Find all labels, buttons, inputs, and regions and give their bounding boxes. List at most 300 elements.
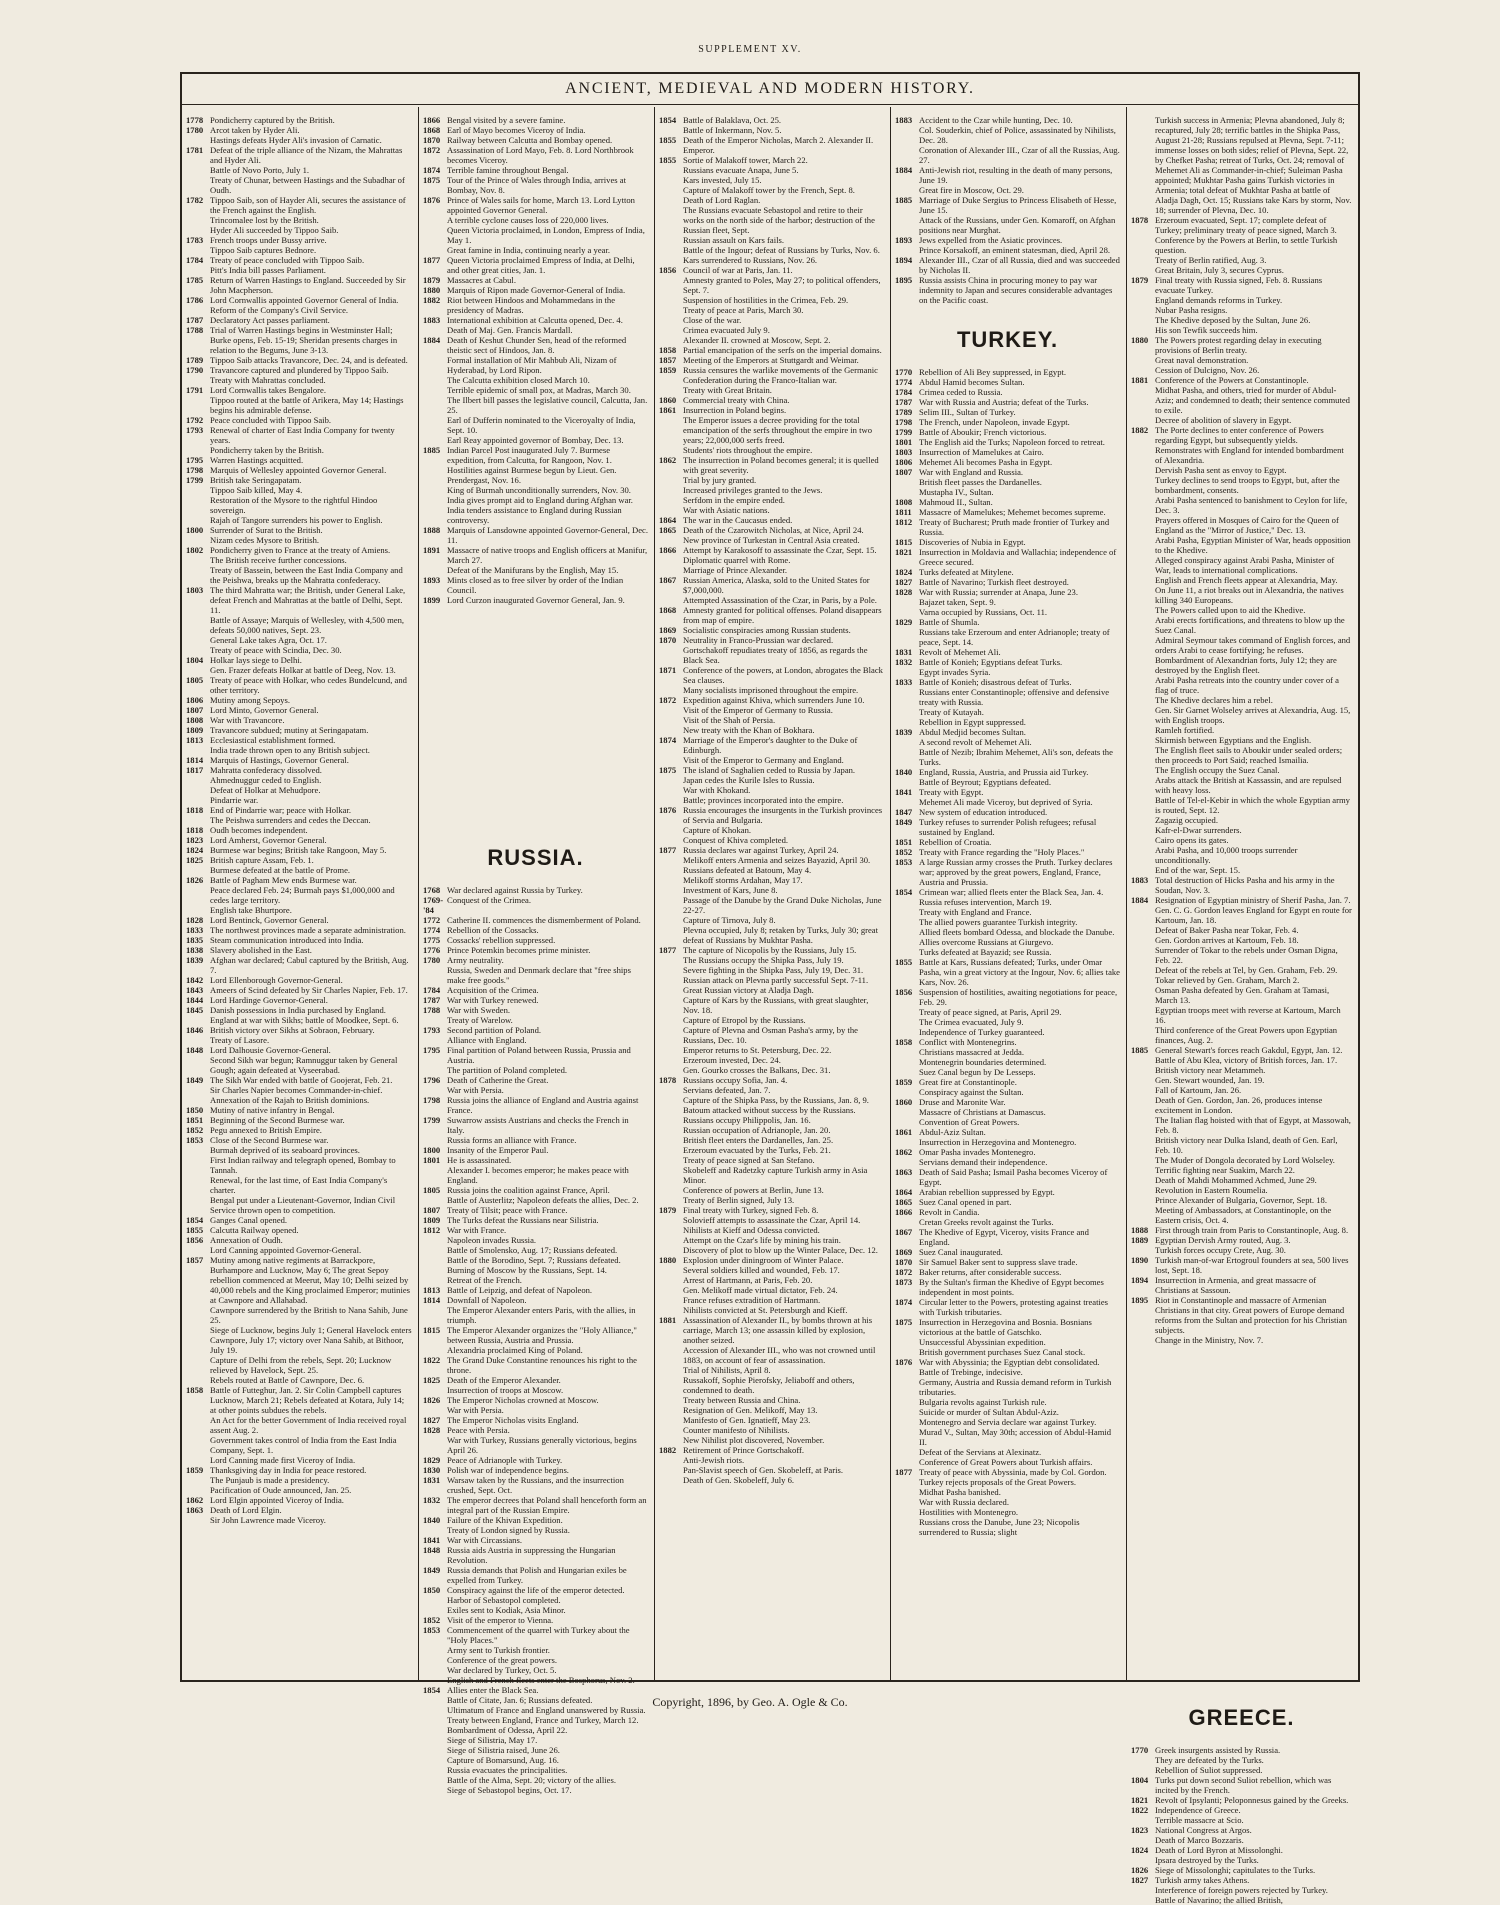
entry-text: Death of Mahdi Mohammed Achmed, June 29. <box>1155 1175 1317 1185</box>
history-entry <box>186 465 412 475</box>
history-entry <box>895 617 1120 627</box>
history-entry <box>423 1405 648 1415</box>
history-entry <box>895 947 1120 957</box>
entry-year <box>1131 305 1155 315</box>
history-entry <box>895 1137 1120 1147</box>
entry-year <box>659 715 683 725</box>
entry-year <box>659 1045 683 1055</box>
entry-year <box>895 1457 919 1467</box>
entry-text: Servians defeated, Jan. 7. <box>683 1085 771 1095</box>
entry-year <box>186 785 210 795</box>
entry-year: 1847 <box>895 807 913 817</box>
history-entry <box>186 1085 412 1095</box>
entry-year <box>1131 775 1155 795</box>
entry-text: The Sikh War ended with battle of Goojerat, Feb. 21. <box>210 1075 393 1085</box>
entry-year: 1894 <box>895 255 913 265</box>
entry-year <box>423 215 447 225</box>
history-entry <box>1131 115 1352 215</box>
entry-year: 1825 <box>186 855 204 865</box>
entry-year: 1872 <box>423 145 441 155</box>
entry-text: Treaty of peace with Abyssinia, made by Col. Gordon. <box>919 1467 1107 1477</box>
entry-year: 1833 <box>186 925 204 935</box>
supplement-label: SUPPLEMENT XV. <box>698 44 802 55</box>
history-entry <box>895 1357 1120 1367</box>
entry-year <box>423 1655 447 1665</box>
entry-text: Defeat of the rebels at Tel, by Gen. Graham, Feb. 29. <box>1155 965 1338 975</box>
entry-text: British government purchases Suez Canal stock. <box>919 1347 1086 1357</box>
entry-text: Battle of Konieh; Egyptians defeat Turks. <box>919 657 1063 667</box>
entry-text: Amnesty granted for political offenses. Poland disappears from map of empire. <box>683 605 882 625</box>
entry-text: Third conference of the Great Powers upon Egyptian finances, Aug. 2. <box>1155 1025 1338 1045</box>
entry-year <box>895 777 919 787</box>
entry-text: Pan-Slavist speech of Gen. Skobeleff, at Paris. <box>683 1465 843 1475</box>
entry-year <box>186 1375 210 1385</box>
entry-text: Battle of Balaklava, Oct. 25. <box>683 115 782 125</box>
entry-text: Great naval demonstration. <box>1155 355 1249 365</box>
history-entry <box>1131 365 1352 375</box>
history-entry <box>423 315 648 325</box>
entry-year <box>1131 1155 1155 1165</box>
entry-year <box>659 445 683 455</box>
history-entry <box>423 545 648 565</box>
entry-text: Sir Charles Napier becomes Commander-in-chief. <box>210 1085 383 1095</box>
entry-text: War with Circassians. <box>447 1535 522 1545</box>
entry-year <box>1131 695 1155 705</box>
history-entry <box>1131 1795 1352 1805</box>
entry-year <box>659 775 683 785</box>
history-entry <box>1131 1205 1352 1225</box>
history-entry <box>659 1455 884 1465</box>
entry-text: General Lake takes Agra, Oct. 17. <box>210 635 327 645</box>
entry-text: War with Persia. <box>447 1405 504 1415</box>
section-heading: RUSSIA. <box>487 845 584 870</box>
history-entry <box>423 165 648 175</box>
entry-year <box>895 1497 919 1507</box>
entry-year <box>1131 925 1155 935</box>
entry-year: 1855 <box>659 135 677 145</box>
entry-year <box>423 1765 447 1775</box>
history-entry <box>895 1147 1120 1157</box>
history-entry <box>895 1487 1120 1497</box>
entry-year <box>423 1065 447 1075</box>
history-entry <box>895 387 1120 397</box>
entry-year: 1809 <box>423 1215 441 1225</box>
history-entry <box>186 1195 412 1215</box>
history-entry <box>659 1145 884 1155</box>
entry-year <box>659 295 683 305</box>
entry-text: Turkish forces occupy Crete, Aug. 30. <box>1155 1245 1286 1255</box>
history-entry <box>659 1085 884 1095</box>
history-entry <box>895 567 1120 577</box>
history-entry <box>423 1275 648 1285</box>
history-entry <box>186 855 412 865</box>
history-entry <box>186 585 412 615</box>
entry-year <box>659 485 683 495</box>
history-entry <box>1131 515 1352 535</box>
entry-text: Allies overcome Russians at Giurgevo. <box>919 937 1054 947</box>
history-entry <box>186 1465 412 1475</box>
entry-text: India trade thrown open to any British subject. <box>210 745 370 755</box>
entry-text: Lord Ellenborough Governor-General. <box>210 975 343 985</box>
entry-year <box>186 1145 210 1155</box>
history-entry <box>659 505 884 515</box>
entry-year <box>423 1275 447 1285</box>
entry-year <box>423 1665 447 1675</box>
entry-text: Rajah of Tangore surrenders his power to English. <box>210 515 383 525</box>
history-entry <box>659 195 884 205</box>
entry-text: Ganges Canal opened. <box>210 1215 288 1225</box>
entry-text: Montenegro and Servia declare war against Turkey. <box>919 1417 1097 1427</box>
entry-year <box>659 335 683 345</box>
history-entry <box>659 1185 884 1195</box>
history-entry <box>895 1047 1120 1057</box>
entry-text: Battle of Trebinge, indecisive. <box>919 1367 1023 1377</box>
history-entry <box>1131 975 1352 985</box>
history-entry <box>423 935 648 945</box>
entry-text: Battle at Kars, Russians defeated; Turks, under Omar Pasha, win a great victory at the Ingour, Nov. 6; allies take Kars, Nov. 26. <box>919 957 1120 987</box>
history-entry <box>186 1235 412 1245</box>
history-entry <box>1131 355 1352 365</box>
history-entry <box>186 655 412 665</box>
entry-text: Several soldiers killed and wounded, Feb. 17. <box>683 1265 840 1275</box>
entry-text: Death of Lord Raglan. <box>683 195 761 205</box>
entry-text: Dervish Pasha sent as envoy to Egypt. <box>1155 465 1287 475</box>
entry-year <box>423 1525 447 1535</box>
history-entry <box>186 1415 412 1435</box>
entry-year <box>659 245 683 255</box>
entry-text: Treaty of Warelow. <box>447 1015 513 1025</box>
history-entry <box>186 765 412 775</box>
history-entry <box>423 465 648 485</box>
history-entry <box>895 1467 1120 1477</box>
entry-text: Travancore subdued; mutiny at Seringapatam. <box>210 725 369 735</box>
entry-year <box>423 1775 447 1785</box>
entry-year: 1891 <box>423 545 441 555</box>
entry-text: Bulgaria revolts against Turkish rule. <box>919 1397 1047 1407</box>
entry-text: Suez Canal opened in part. <box>919 1197 1012 1207</box>
history-entry <box>186 1385 412 1415</box>
entry-text: Treaty of Tilsit; peace with France. <box>447 1205 568 1215</box>
entry-text: Visit of the Shah of Persia. <box>683 715 776 725</box>
history-entry <box>423 1725 648 1735</box>
entry-text: Zagazig occupied. <box>1155 815 1218 825</box>
history-entry <box>186 385 412 395</box>
entry-text: Insurrection of Mamelukes at Cairo. <box>919 447 1044 457</box>
entry-year <box>659 1265 683 1275</box>
entry-text: Defeat of Holkar at Mehudpore. <box>210 785 321 795</box>
history-entry <box>1131 985 1352 1005</box>
history-entry <box>659 355 884 365</box>
entry-year <box>423 1265 447 1275</box>
history-entry <box>895 1297 1120 1317</box>
entry-year <box>659 1345 683 1365</box>
entry-year: 1871 <box>659 665 677 675</box>
history-entry <box>659 965 884 975</box>
entry-text: Capture of Etropol by the Russians. <box>683 1015 806 1025</box>
history-entry <box>659 1055 884 1065</box>
entry-text: Suicide or murder of Sultan Abdul-Aziz. <box>919 1407 1059 1417</box>
entry-text: Discoveries of Nubia in Egypt. <box>919 537 1026 547</box>
entry-year: 1875 <box>659 765 677 775</box>
entry-year <box>423 1385 447 1395</box>
history-entry <box>659 1415 884 1425</box>
entry-year: 1883 <box>895 115 913 125</box>
entry-year: 1875 <box>423 175 441 185</box>
history-entry <box>1131 1045 1352 1055</box>
entry-text: Gen. Sir Garnet Wolseley arrives at Alexandria, Aug. 15, with English troops. <box>1155 705 1351 725</box>
entry-text: Selim III., Sultan of Turkey. <box>919 407 1016 417</box>
history-entry <box>186 755 412 765</box>
history-entry <box>1131 1855 1352 1865</box>
entry-year: 1800 <box>423 1145 441 1155</box>
history-entry <box>186 1095 412 1105</box>
entry-text: Annexation of the Rajah to British dominions. <box>210 1095 370 1105</box>
entry-year: 1789 <box>895 407 913 417</box>
entry-year: 1799 <box>186 475 204 485</box>
history-entry <box>186 525 412 535</box>
history-entry <box>895 1257 1120 1267</box>
entry-text: English take Bhurtpore. <box>210 905 292 915</box>
entry-year <box>186 1175 210 1195</box>
history-entry <box>1131 1815 1352 1825</box>
history-entry <box>895 507 1120 517</box>
history-entry <box>895 807 1120 817</box>
history-entry <box>659 1345 884 1365</box>
entry-text: Pondicherry given to France at the treaty of Amiens. <box>210 545 391 555</box>
entry-text: Severe fighting in the Shipka Pass, July 19, Dec. 31. <box>683 965 864 975</box>
history-entry <box>895 1117 1120 1127</box>
entry-text: The English aid the Turks; Napoleon forced to retreat. <box>919 437 1105 447</box>
history-entry <box>1131 735 1352 745</box>
history-entry <box>659 595 884 605</box>
entry-year <box>1131 1005 1155 1025</box>
entry-text: Gen. Frazer defeats Holkar at battle of Deeg, Nov. 13. <box>210 665 396 675</box>
entry-year <box>186 1355 210 1375</box>
entry-year: 1854 <box>423 1685 441 1695</box>
entry-year <box>1131 675 1155 695</box>
entry-year: 1852 <box>895 847 913 857</box>
entry-year <box>659 1095 683 1105</box>
entry-year <box>895 1347 919 1357</box>
entry-year <box>1131 495 1155 515</box>
entry-text: Ramleh fortified. <box>1155 725 1215 735</box>
history-entry <box>423 1115 648 1135</box>
entry-text: The Emperor Alexander enters Paris, with the allies, in triumph. <box>447 1305 636 1325</box>
entry-text: Midhat Pasha banished. <box>919 1487 1001 1497</box>
history-entry <box>895 457 1120 467</box>
history-entry <box>186 725 412 735</box>
history-entry <box>186 1485 412 1495</box>
entry-text: Death of Catherine the Great. <box>447 1075 549 1085</box>
entry-text: Russia assists China in procuring money to pay war indemnity to Japan and secures considerable advantages on the Pacific coast. <box>919 275 1113 305</box>
entry-text: Siege of Silistria, May 17. <box>447 1735 538 1745</box>
entry-year <box>186 375 210 385</box>
history-entry <box>423 115 648 125</box>
history-entry <box>423 1765 648 1775</box>
entry-year: 1795 <box>186 455 204 465</box>
page-title: ANCIENT, MEDIEVAL AND MODERN HISTORY. <box>182 74 1358 105</box>
entry-text: Battle of Aboukir; French victorious. <box>919 427 1047 437</box>
entry-text: Conference of powers at Berlin, June 13. <box>683 1185 824 1195</box>
history-entry <box>659 645 884 665</box>
entry-text: English and French fleets enter the Bosphorus, Nov. 2. <box>447 1675 635 1685</box>
entry-year <box>423 245 447 255</box>
entry-year <box>659 975 683 985</box>
entry-text: Failure of the Khivan Expedition. <box>447 1515 563 1525</box>
history-entry <box>186 1115 412 1125</box>
entry-year <box>186 175 210 195</box>
entry-text: Lord Elgin appointed Viceroy of India. <box>210 1495 344 1505</box>
entry-year <box>659 555 683 565</box>
history-entry <box>423 1005 648 1015</box>
entry-year: 1876 <box>895 1357 913 1367</box>
entry-text: War with Khokand. <box>683 785 751 795</box>
entry-text: Nihilists convicted at St. Petersburgh and Kieff. <box>683 1305 848 1315</box>
entry-year: 1899 <box>423 595 441 605</box>
history-entry <box>423 1295 648 1305</box>
entry-text: Greek insurgents assisted by Russia. <box>1155 1745 1281 1755</box>
entry-year: 1865 <box>659 525 677 535</box>
entry-text: Anti-Jewish riot, resulting in the death of many persons, June 19. <box>919 165 1113 185</box>
entry-year <box>1131 1205 1155 1225</box>
entry-text: Assassination of Alexander II., by bombs thrown at his carriage, March 13; one assassin killed by explosion, another seized. <box>683 1315 873 1345</box>
history-entry <box>1131 1195 1352 1205</box>
entry-text: Final partition of Poland between Russia, Prussia and Austria. <box>447 1045 631 1065</box>
entry-text: Erzeroum invested, Dec. 24. <box>683 1055 781 1065</box>
entry-year <box>1131 1065 1155 1075</box>
entry-year: 1853 <box>186 1135 204 1145</box>
entry-text: The Powers protest regarding delay in executing provisions of Berlin treaty. <box>1155 335 1322 355</box>
entry-text: Battle of Assaye; Marquis of Wellesley, with 4,500 men, defeats 50,000 natives, Sept. 23. <box>210 615 405 635</box>
history-entry <box>659 775 884 785</box>
entry-text: Tippoo routed at the battle of Arikera, May 14; Hastings begins his admirable defense. <box>210 395 404 415</box>
entry-text: Ipsara destroyed by the Turks. <box>1155 1855 1259 1865</box>
history-entry <box>423 1025 648 1035</box>
entry-text: Battle of Pagham Mew ends Burmese war. <box>210 875 357 885</box>
entry-text: Circular letter to the Powers, protesting against treaties with Turkish tributaries. <box>919 1297 1109 1317</box>
entry-text: Acquisition of the Crimea. <box>447 985 539 995</box>
entry-text: War with Turkey renewed. <box>447 995 539 1005</box>
entry-text: Treaty of Berlin ratified, Aug. 3. <box>1155 255 1267 265</box>
history-entry <box>186 925 412 935</box>
entry-year <box>1131 705 1155 725</box>
history-entry <box>423 1465 648 1475</box>
history-entry <box>895 1127 1120 1137</box>
entry-text: Egypt invades Syria. <box>919 667 991 677</box>
entry-text: The island of Saghalien ceded to Russia by Japan. <box>683 765 856 775</box>
history-entry <box>423 1095 648 1115</box>
entry-text: Emperor returns to St. Petersburg, Dec. 22. <box>683 1045 832 1055</box>
entry-text: Battle of Navarino; Turkish fleet destroyed. <box>919 577 1069 587</box>
entry-text: Treaty of peace with Holkar, who cedes Bundelcund, and other territory. <box>210 675 407 695</box>
entry-year: 1791 <box>186 385 204 395</box>
entry-text: Death of the Czarowitch Nicholas, at Nice, April 24. <box>683 525 864 535</box>
history-entry <box>423 1135 648 1145</box>
history-entry <box>659 735 884 755</box>
entry-text: Gen. Melikoff made virtual dictator, Feb. 24. <box>683 1285 838 1295</box>
entry-year <box>423 1035 447 1045</box>
history-entry <box>659 1225 884 1235</box>
entry-text: New Nihilist plot discovered, November. <box>683 1435 825 1445</box>
entry-year: 1852 <box>186 1125 204 1135</box>
entry-text: Counter manifesto of Nihilists. <box>683 1425 790 1435</box>
history-entry <box>659 165 884 175</box>
history-entry <box>423 435 648 445</box>
entry-year <box>1131 255 1155 265</box>
entry-text: Tippoo Saib, son of Hayder Ali, secures the assistance of the French against the English. <box>210 195 406 215</box>
entry-year <box>895 627 919 647</box>
entry-text: Capture of Bomarsund, Aug. 16. <box>447 1755 559 1765</box>
entry-year: 1812 <box>895 517 913 527</box>
entry-text: Murad V., Sultan, May 30th; accession of Abdul-Hamid II. <box>919 1427 1112 1447</box>
entry-text: Admiral Seymour takes command of English forces, and orders Arabi to cease fortifying; he refuses. <box>1155 635 1351 655</box>
entry-text: Battle of Shumla. <box>919 617 980 627</box>
entry-text: Afghan war declared; Cabul captured by the British, Aug. 7. <box>210 955 409 975</box>
entry-year <box>1131 515 1155 535</box>
entry-text: Retirement of Prince Gortschakoff. <box>683 1445 805 1455</box>
history-entry <box>186 985 412 995</box>
entry-text: Arabi Pasha sentenced to banishment to Ceylon for life, Dec. 3. <box>1155 495 1348 515</box>
entry-year <box>659 565 683 575</box>
entry-year <box>659 1475 683 1485</box>
history-entry <box>659 345 884 355</box>
entry-year <box>423 1085 447 1095</box>
history-entry <box>186 555 412 565</box>
history-entry <box>186 135 412 145</box>
entry-year <box>1131 1895 1155 1905</box>
entry-text: Germany, Austria and Russia demand reform in Turkish tributaries. <box>919 1377 1112 1397</box>
history-entry <box>423 575 648 595</box>
entry-year: 1845 <box>186 1005 204 1015</box>
entry-text: War with France. <box>447 1225 507 1235</box>
entry-text: Insurrection in Herzegovina and Montenegro. <box>919 1137 1077 1147</box>
history-entry <box>1131 1765 1352 1775</box>
history-entry <box>659 1375 884 1395</box>
entry-text: Treaty with Great Britain. <box>683 385 772 395</box>
entry-year: 1781 <box>186 145 204 155</box>
entry-year <box>659 235 683 245</box>
entry-year: 1895 <box>1131 1295 1149 1305</box>
entry-year <box>1131 1135 1155 1155</box>
entry-text: First through train from Paris to Constantinople, Aug. 8. <box>1155 1225 1349 1235</box>
entry-year: 1860 <box>895 1097 913 1107</box>
entry-text: The English occupy the Suez Canal. <box>1155 765 1280 775</box>
entry-year: 1795 <box>423 1045 441 1055</box>
history-entry <box>895 377 1120 387</box>
history-entry <box>659 1165 884 1185</box>
entry-year: 1826 <box>1131 1865 1149 1875</box>
entry-year <box>1131 605 1155 615</box>
history-entry <box>659 1075 884 1085</box>
entry-year <box>895 1117 919 1127</box>
history-entry <box>423 415 648 435</box>
entry-text: Lord Dalhousie Governor-General. <box>210 1045 331 1055</box>
history-entry <box>1131 1825 1352 1835</box>
entry-text: Capture of Kars by the Russians, with great slaughter, Nov. 18. <box>683 995 869 1015</box>
entry-year: 1862 <box>186 1495 204 1505</box>
entry-year <box>659 495 683 505</box>
entry-text: Restoration of the Mysore to the rightful Hindoo sovereign. <box>210 495 378 515</box>
history-entry <box>1131 865 1352 875</box>
entry-text: Assassination of Lord Mayo, Feb. 8. Lord Northbrook becomes Viceroy. <box>447 145 634 165</box>
entry-text: Treaty of Berlin signed, July 13. <box>683 1195 795 1205</box>
entry-year <box>895 907 919 917</box>
entry-year <box>895 185 919 195</box>
entry-year <box>1131 415 1155 425</box>
entry-year <box>423 485 447 495</box>
entry-year <box>895 215 919 235</box>
history-entry <box>186 1155 412 1175</box>
